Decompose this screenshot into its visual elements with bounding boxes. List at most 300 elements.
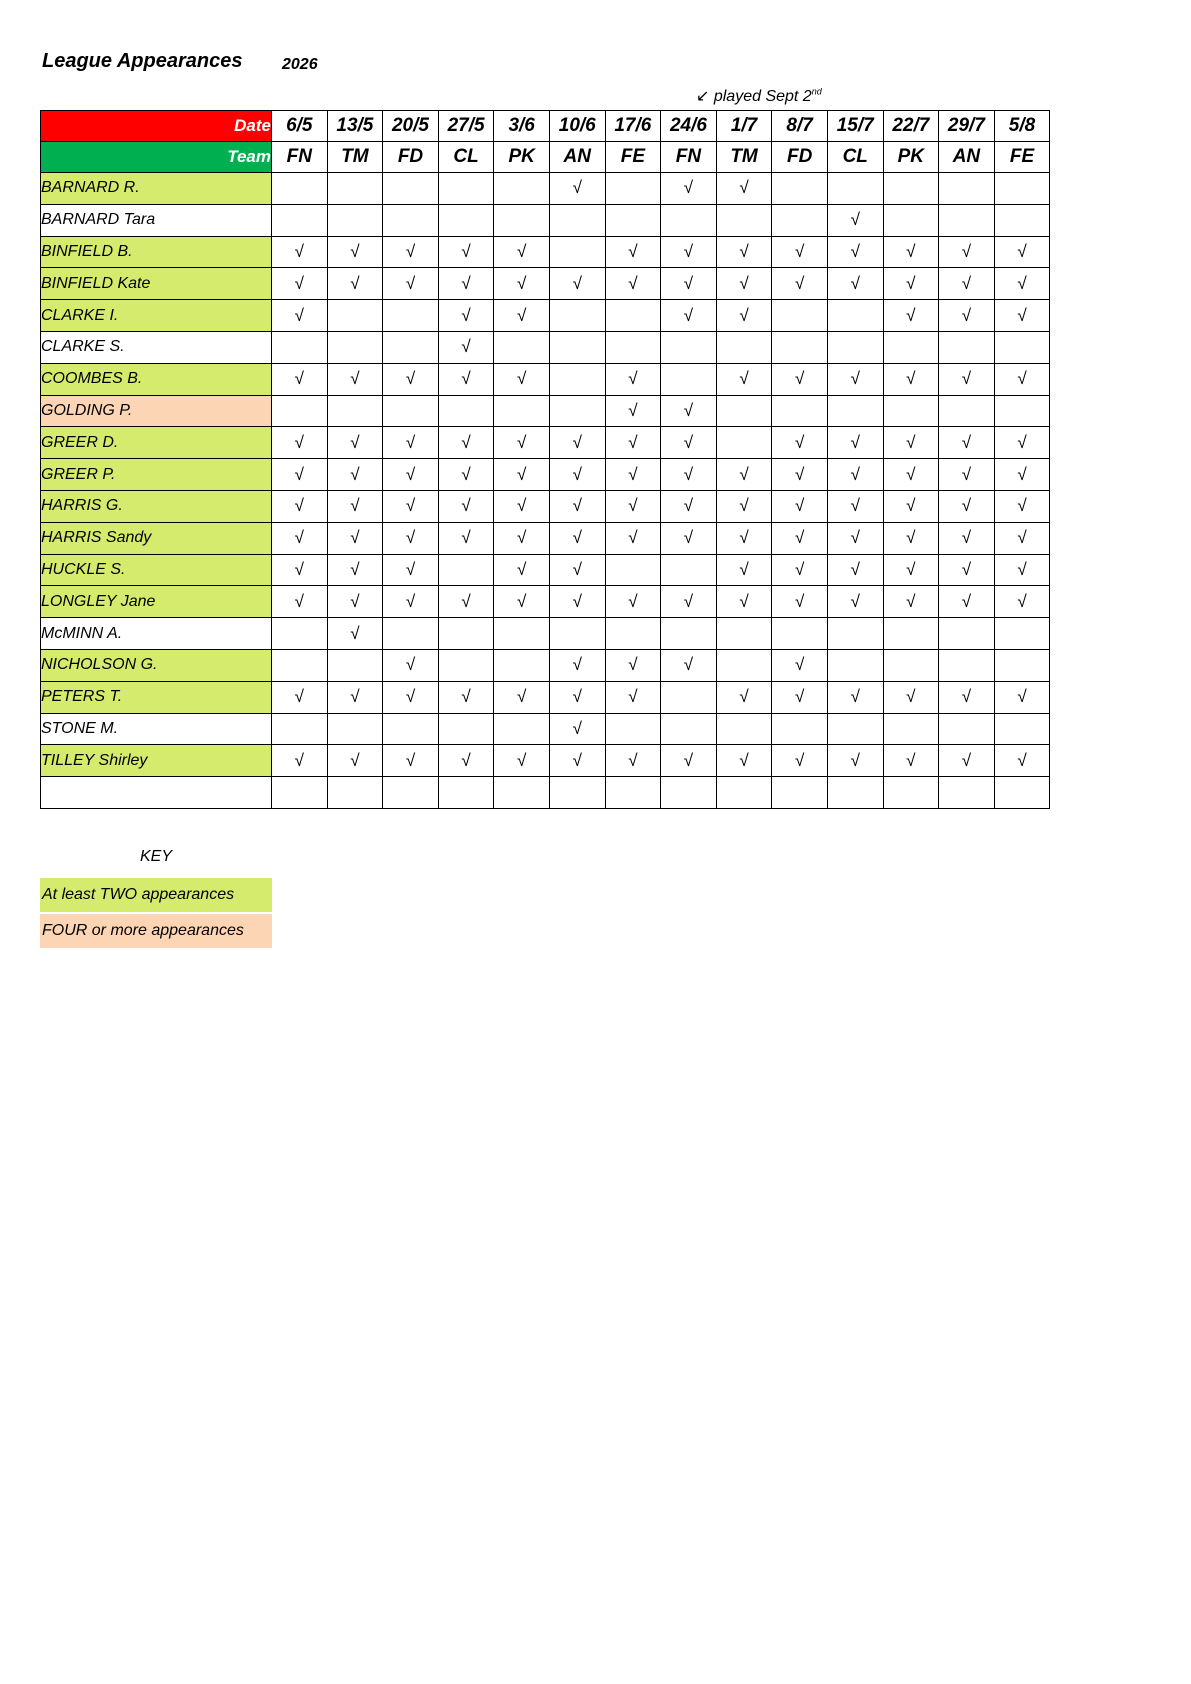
appearance-empty xyxy=(939,204,995,236)
appearance-empty xyxy=(772,173,828,205)
appearance-empty xyxy=(494,777,550,809)
appearance-check: √ xyxy=(716,554,772,586)
player-row xyxy=(41,331,1050,363)
appearance-empty xyxy=(883,331,939,363)
player-name: TILLEY Shirley xyxy=(41,745,272,777)
appearance-empty xyxy=(605,204,661,236)
appearance-check: √ xyxy=(438,745,494,777)
appearance-check: √ xyxy=(716,490,772,522)
appearance-check: √ xyxy=(272,300,328,332)
player-name: BARNARD Tara xyxy=(41,204,272,236)
appearance-empty xyxy=(939,173,995,205)
team-header-label: Team xyxy=(41,142,272,173)
appearance-empty xyxy=(383,395,439,427)
appearance-check: √ xyxy=(716,363,772,395)
appearance-check: √ xyxy=(272,459,328,491)
player-name xyxy=(41,777,272,809)
appearance-empty xyxy=(661,331,717,363)
appearance-check: √ xyxy=(438,268,494,300)
appearance-empty xyxy=(383,618,439,650)
appearance-empty xyxy=(494,395,550,427)
appearance-empty xyxy=(549,363,605,395)
appearance-empty xyxy=(772,618,828,650)
appearance-check: √ xyxy=(827,681,883,713)
appearance-check: √ xyxy=(661,173,717,205)
appearance-check: √ xyxy=(327,490,383,522)
date-header-cell: 27/5 xyxy=(438,111,494,142)
appearance-check: √ xyxy=(549,554,605,586)
player-name: BARNARD R. xyxy=(41,173,272,205)
date-header-cell: 5/8 xyxy=(994,111,1050,142)
appearance-check: √ xyxy=(549,268,605,300)
appearance-check: √ xyxy=(994,490,1050,522)
date-header-cell: 13/5 xyxy=(327,111,383,142)
appearance-check: √ xyxy=(438,427,494,459)
appearance-empty xyxy=(272,649,328,681)
appearance-check: √ xyxy=(716,522,772,554)
appearance-check: √ xyxy=(549,681,605,713)
appearance-empty xyxy=(438,554,494,586)
appearance-check: √ xyxy=(494,745,550,777)
appearance-check: √ xyxy=(438,522,494,554)
appearance-check: √ xyxy=(272,554,328,586)
appearance-check: √ xyxy=(883,363,939,395)
appearance-check: √ xyxy=(772,236,828,268)
appearance-check: √ xyxy=(494,554,550,586)
appearance-check: √ xyxy=(716,236,772,268)
appearance-check: √ xyxy=(605,649,661,681)
appearance-check: √ xyxy=(661,649,717,681)
appearance-check: √ xyxy=(939,300,995,332)
appearance-empty xyxy=(827,649,883,681)
appearance-check: √ xyxy=(549,427,605,459)
player-name: CLARKE I. xyxy=(41,300,272,332)
appearance-check: √ xyxy=(772,268,828,300)
appearance-empty xyxy=(605,777,661,809)
appearance-check: √ xyxy=(772,745,828,777)
appearance-check: √ xyxy=(661,490,717,522)
appearance-empty xyxy=(661,363,717,395)
appearance-empty xyxy=(272,777,328,809)
appearance-empty xyxy=(716,427,772,459)
appearance-check: √ xyxy=(661,745,717,777)
appearance-check: √ xyxy=(772,459,828,491)
player-name: HARRIS G. xyxy=(41,490,272,522)
appearance-empty xyxy=(994,173,1050,205)
appearance-empty xyxy=(549,395,605,427)
appearance-check: √ xyxy=(383,427,439,459)
appearance-check: √ xyxy=(549,713,605,745)
appearance-check: √ xyxy=(994,236,1050,268)
appearance-check: √ xyxy=(716,681,772,713)
appearance-empty xyxy=(272,618,328,650)
appearance-empty xyxy=(827,300,883,332)
appearance-check: √ xyxy=(883,268,939,300)
appearance-check: √ xyxy=(772,490,828,522)
appearance-check: √ xyxy=(994,363,1050,395)
player-name: HARRIS Sandy xyxy=(41,522,272,554)
appearance-check: √ xyxy=(494,236,550,268)
appearance-empty xyxy=(272,331,328,363)
team-header-cell: TM xyxy=(716,142,772,173)
appearance-empty xyxy=(883,618,939,650)
appearance-check: √ xyxy=(661,586,717,618)
appearance-check: √ xyxy=(272,236,328,268)
appearance-check: √ xyxy=(494,490,550,522)
appearance-check: √ xyxy=(772,522,828,554)
appearance-check: √ xyxy=(661,395,717,427)
appearance-check: √ xyxy=(772,554,828,586)
appearance-empty xyxy=(272,713,328,745)
appearance-empty xyxy=(827,331,883,363)
played-note-suffix: nd xyxy=(811,86,822,97)
appearance-empty xyxy=(327,777,383,809)
team-header-cell: FD xyxy=(772,142,828,173)
appearance-check: √ xyxy=(994,745,1050,777)
team-header-cell: AN xyxy=(939,142,995,173)
appearance-check: √ xyxy=(327,554,383,586)
player-name: STONE M. xyxy=(41,713,272,745)
player-row xyxy=(41,490,1050,522)
appearance-check: √ xyxy=(883,427,939,459)
appearance-check: √ xyxy=(827,427,883,459)
appearance-check: √ xyxy=(494,586,550,618)
player-row xyxy=(41,554,1050,586)
appearance-check: √ xyxy=(939,459,995,491)
team-header-cell: FN xyxy=(661,142,717,173)
page-title: League Appearances xyxy=(42,50,243,72)
appearance-check: √ xyxy=(939,681,995,713)
appearance-check: √ xyxy=(772,649,828,681)
appearance-empty xyxy=(661,681,717,713)
appearance-empty xyxy=(438,713,494,745)
appearance-check: √ xyxy=(327,681,383,713)
appearance-empty xyxy=(272,204,328,236)
key-item-two-appearances: At least TWO appearances xyxy=(40,878,272,912)
appearance-empty xyxy=(272,395,328,427)
appearance-check: √ xyxy=(383,554,439,586)
player-row xyxy=(41,204,1050,236)
team-header-row xyxy=(41,142,1050,173)
team-header-cell: AN xyxy=(549,142,605,173)
appearance-empty xyxy=(661,554,717,586)
appearance-check: √ xyxy=(383,586,439,618)
appearance-check: √ xyxy=(716,586,772,618)
appearance-empty xyxy=(883,173,939,205)
appearance-check: √ xyxy=(605,745,661,777)
date-header-cell: 15/7 xyxy=(827,111,883,142)
appearance-empty xyxy=(772,777,828,809)
appearance-check: √ xyxy=(939,427,995,459)
appearance-check: √ xyxy=(383,649,439,681)
appearance-empty xyxy=(327,300,383,332)
appearance-check: √ xyxy=(383,745,439,777)
appearance-check: √ xyxy=(827,745,883,777)
team-header-cell: CL xyxy=(438,142,494,173)
appearance-check: √ xyxy=(994,522,1050,554)
appearance-check: √ xyxy=(605,681,661,713)
appearance-empty xyxy=(549,236,605,268)
appearance-empty xyxy=(438,173,494,205)
appearance-check: √ xyxy=(772,363,828,395)
appearance-empty xyxy=(327,173,383,205)
appearance-check: √ xyxy=(494,268,550,300)
appearance-check: √ xyxy=(661,427,717,459)
player-row xyxy=(41,649,1050,681)
appearance-check: √ xyxy=(327,586,383,618)
team-header-cell: FN xyxy=(272,142,328,173)
appearance-check: √ xyxy=(994,681,1050,713)
appearance-empty xyxy=(383,331,439,363)
appearance-check: √ xyxy=(994,586,1050,618)
appearance-check: √ xyxy=(827,236,883,268)
appearance-check: √ xyxy=(827,490,883,522)
date-header-cell: 22/7 xyxy=(883,111,939,142)
appearance-empty xyxy=(438,204,494,236)
appearance-check: √ xyxy=(605,236,661,268)
player-row xyxy=(41,459,1050,491)
player-name: GREER D. xyxy=(41,427,272,459)
appearance-empty xyxy=(661,204,717,236)
player-row xyxy=(41,681,1050,713)
appearance-check: √ xyxy=(494,522,550,554)
appearance-check: √ xyxy=(438,236,494,268)
appearance-check: √ xyxy=(383,363,439,395)
appearance-check: √ xyxy=(994,268,1050,300)
appearance-check: √ xyxy=(605,427,661,459)
appearance-empty xyxy=(383,777,439,809)
appearance-check: √ xyxy=(716,300,772,332)
appearance-empty xyxy=(827,777,883,809)
player-row xyxy=(41,713,1050,745)
team-header-cell: TM xyxy=(327,142,383,173)
appearance-empty xyxy=(327,331,383,363)
player-row xyxy=(41,173,1050,205)
appearance-check: √ xyxy=(383,490,439,522)
player-name: HUCKLE S. xyxy=(41,554,272,586)
appearance-check: √ xyxy=(438,331,494,363)
appearance-check: √ xyxy=(327,745,383,777)
appearance-empty xyxy=(494,173,550,205)
date-header-cell: 1/7 xyxy=(716,111,772,142)
appearance-empty xyxy=(883,649,939,681)
appearance-empty xyxy=(605,554,661,586)
appearance-empty xyxy=(772,300,828,332)
appearance-check: √ xyxy=(272,268,328,300)
date-header-cell: 3/6 xyxy=(494,111,550,142)
player-name: BINFIELD Kate xyxy=(41,268,272,300)
appearance-check: √ xyxy=(883,554,939,586)
date-header-cell: 20/5 xyxy=(383,111,439,142)
player-name: NICHOLSON G. xyxy=(41,649,272,681)
appearance-empty xyxy=(827,173,883,205)
appearance-empty xyxy=(772,713,828,745)
appearance-empty xyxy=(939,777,995,809)
appearance-empty xyxy=(994,204,1050,236)
player-name: BINFIELD B. xyxy=(41,236,272,268)
appearance-check: √ xyxy=(883,236,939,268)
appearance-check: √ xyxy=(438,681,494,713)
appearance-check: √ xyxy=(383,681,439,713)
player-row xyxy=(41,618,1050,650)
date-header-cell: 6/5 xyxy=(272,111,328,142)
appearance-check: √ xyxy=(939,745,995,777)
player-row xyxy=(41,745,1050,777)
team-header-cell: FE xyxy=(994,142,1050,173)
appearance-check: √ xyxy=(327,363,383,395)
appearance-check: √ xyxy=(661,236,717,268)
appearance-check: √ xyxy=(494,363,550,395)
appearance-check: √ xyxy=(383,459,439,491)
appearance-empty xyxy=(327,204,383,236)
appearance-empty xyxy=(327,713,383,745)
appearance-check: √ xyxy=(827,554,883,586)
appearance-empty xyxy=(883,777,939,809)
appearance-check: √ xyxy=(939,522,995,554)
appearances-table xyxy=(40,110,1050,809)
appearance-check: √ xyxy=(494,427,550,459)
appearance-check: √ xyxy=(605,395,661,427)
player-row xyxy=(41,522,1050,554)
appearance-check: √ xyxy=(605,268,661,300)
played-note xyxy=(696,86,822,106)
appearance-empty xyxy=(272,173,328,205)
player-row xyxy=(41,777,1050,809)
appearance-empty xyxy=(605,173,661,205)
appearance-check: √ xyxy=(549,586,605,618)
appearance-empty xyxy=(994,395,1050,427)
appearance-empty xyxy=(827,395,883,427)
date-header-cell: 8/7 xyxy=(772,111,828,142)
appearance-check: √ xyxy=(883,681,939,713)
appearance-empty xyxy=(716,331,772,363)
appearance-empty xyxy=(716,777,772,809)
appearance-empty xyxy=(716,395,772,427)
player-name: GOLDING P. xyxy=(41,395,272,427)
appearance-check: √ xyxy=(438,586,494,618)
appearance-check: √ xyxy=(883,745,939,777)
appearance-check: √ xyxy=(994,459,1050,491)
appearance-empty xyxy=(772,331,828,363)
appearance-empty xyxy=(994,649,1050,681)
appearance-check: √ xyxy=(272,363,328,395)
appearance-check: √ xyxy=(272,490,328,522)
appearance-empty xyxy=(883,395,939,427)
appearance-check: √ xyxy=(383,268,439,300)
appearance-empty xyxy=(549,618,605,650)
appearance-empty xyxy=(494,649,550,681)
appearance-empty xyxy=(772,204,828,236)
appearance-empty xyxy=(661,777,717,809)
appearance-empty xyxy=(549,331,605,363)
appearance-check: √ xyxy=(661,459,717,491)
appearance-check: √ xyxy=(661,300,717,332)
player-name: COOMBES B. xyxy=(41,363,272,395)
appearance-empty xyxy=(994,331,1050,363)
appearance-empty xyxy=(827,618,883,650)
appearance-check: √ xyxy=(994,427,1050,459)
appearance-check: √ xyxy=(494,300,550,332)
appearance-empty xyxy=(883,204,939,236)
player-row xyxy=(41,300,1050,332)
appearance-check: √ xyxy=(438,459,494,491)
player-row xyxy=(41,427,1050,459)
team-header-cell: FD xyxy=(383,142,439,173)
appearance-check: √ xyxy=(883,459,939,491)
appearance-empty xyxy=(383,713,439,745)
appearance-check: √ xyxy=(994,554,1050,586)
appearance-check: √ xyxy=(438,363,494,395)
appearance-check: √ xyxy=(827,522,883,554)
appearance-check: √ xyxy=(605,522,661,554)
appearance-empty xyxy=(383,300,439,332)
appearance-empty xyxy=(605,713,661,745)
appearance-check: √ xyxy=(827,204,883,236)
appearance-check: √ xyxy=(272,745,328,777)
appearance-empty xyxy=(939,713,995,745)
appearance-check: √ xyxy=(661,522,717,554)
appearance-empty xyxy=(494,618,550,650)
appearance-empty xyxy=(994,713,1050,745)
appearance-check: √ xyxy=(327,459,383,491)
date-header-cell: 24/6 xyxy=(661,111,717,142)
appearance-empty xyxy=(716,649,772,681)
appearance-empty xyxy=(994,618,1050,650)
appearance-check: √ xyxy=(549,745,605,777)
appearance-empty xyxy=(549,777,605,809)
appearance-check: √ xyxy=(327,522,383,554)
appearance-empty xyxy=(716,618,772,650)
appearance-check: √ xyxy=(549,490,605,522)
appearance-check: √ xyxy=(716,173,772,205)
team-header-cell: PK xyxy=(494,142,550,173)
appearance-check: √ xyxy=(883,522,939,554)
appearance-empty xyxy=(438,649,494,681)
appearance-empty xyxy=(772,395,828,427)
appearance-check: √ xyxy=(716,268,772,300)
date-header-cell: 10/6 xyxy=(549,111,605,142)
year-label: 2026 xyxy=(282,56,318,73)
player-name: McMINN A. xyxy=(41,618,272,650)
key-item-four-appearances: FOUR or more appearances xyxy=(40,914,272,948)
appearance-check: √ xyxy=(772,586,828,618)
appearance-check: √ xyxy=(827,586,883,618)
appearance-empty xyxy=(494,713,550,745)
appearance-check: √ xyxy=(383,522,439,554)
appearance-empty xyxy=(939,331,995,363)
player-row xyxy=(41,236,1050,268)
date-header-cell: 17/6 xyxy=(605,111,661,142)
appearance-check: √ xyxy=(494,459,550,491)
appearance-empty xyxy=(494,204,550,236)
appearance-empty xyxy=(605,331,661,363)
player-row xyxy=(41,586,1050,618)
appearance-check: √ xyxy=(994,300,1050,332)
appearance-check: √ xyxy=(327,236,383,268)
player-row xyxy=(41,395,1050,427)
appearance-empty xyxy=(438,395,494,427)
team-header-cell: CL xyxy=(827,142,883,173)
appearance-empty xyxy=(939,395,995,427)
player-row xyxy=(41,268,1050,300)
appearance-check: √ xyxy=(272,427,328,459)
appearance-check: √ xyxy=(605,459,661,491)
date-header-row xyxy=(41,111,1050,142)
appearance-empty xyxy=(383,204,439,236)
appearance-check: √ xyxy=(661,268,717,300)
appearance-empty xyxy=(994,777,1050,809)
appearance-empty xyxy=(327,649,383,681)
